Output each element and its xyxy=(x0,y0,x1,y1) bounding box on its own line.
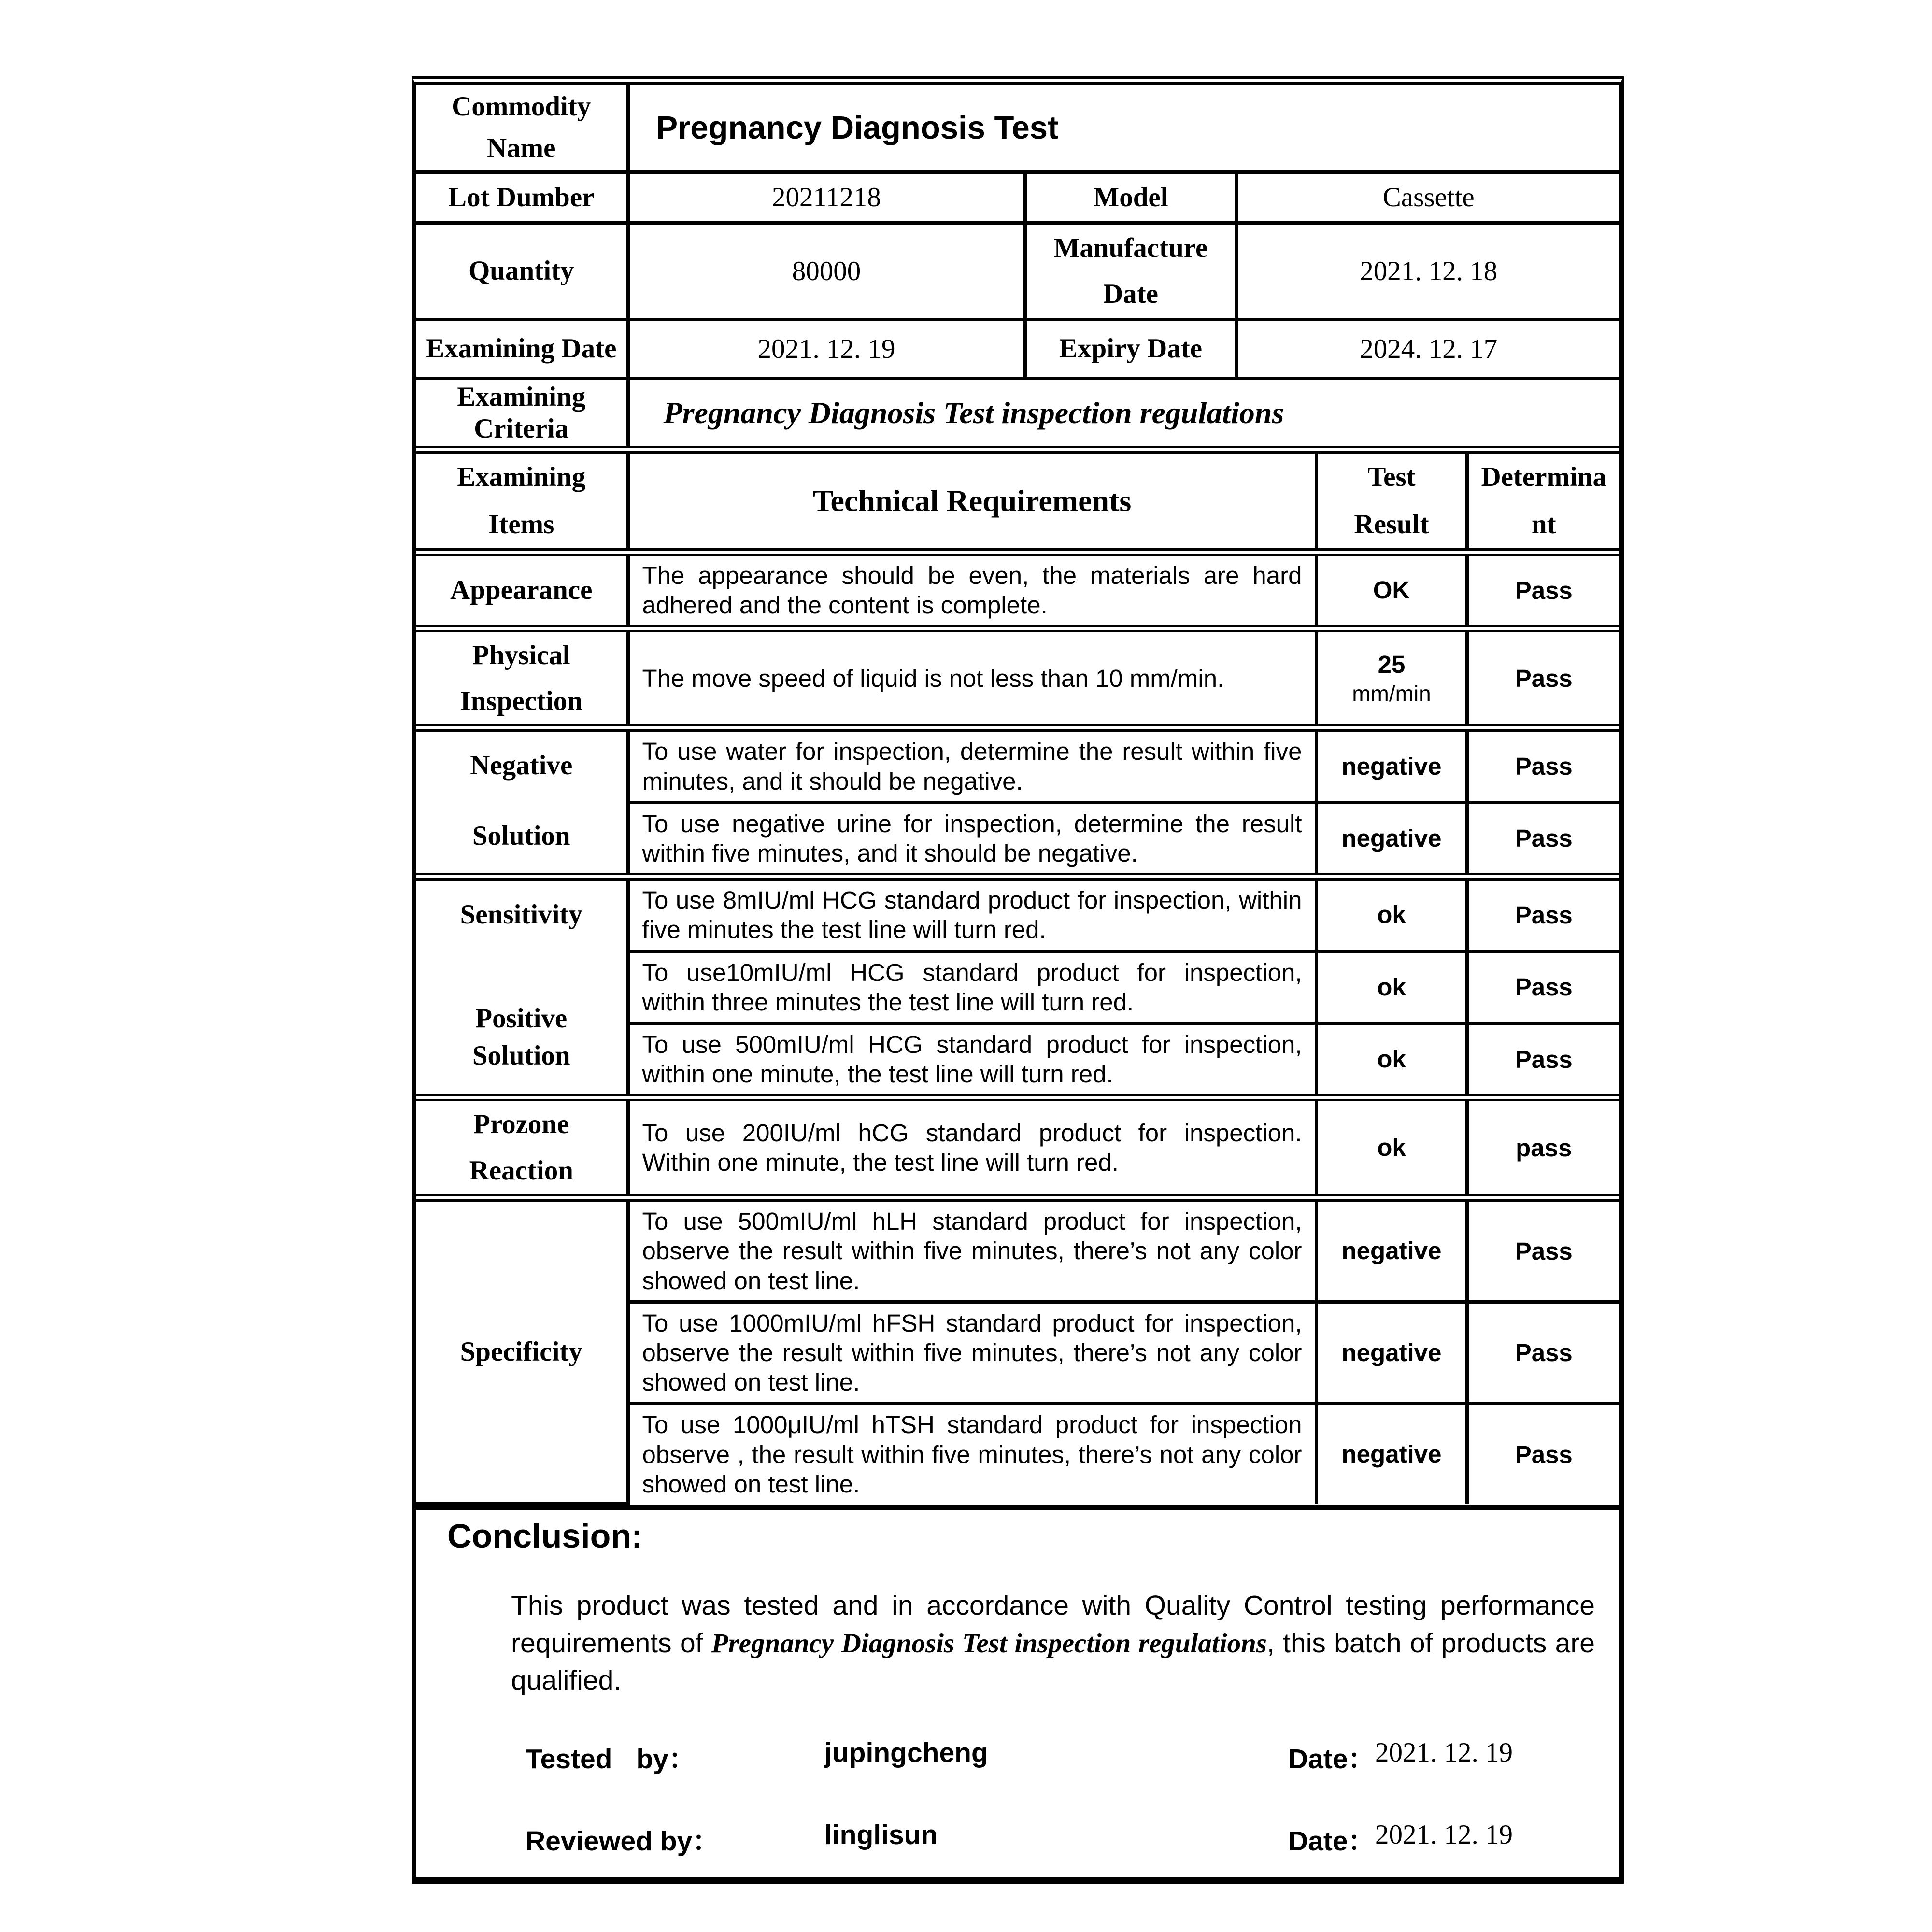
physical-inspection-label: Physical Inspection xyxy=(416,628,628,728)
reviewed-by-name: linglisun xyxy=(824,1819,938,1851)
prozone-reaction-determinant: pass xyxy=(1467,1097,1619,1198)
sensitivity-determinant-2: Pass xyxy=(1467,951,1619,1023)
conclusion-paragraph: This product was tested and in accordance with Quality Control testing performance requirements of Pregnancy Diagnosis Test inspection regulations, this batch of products are qualified. xyxy=(511,1590,1595,1696)
manufacture-date-value: 2021. 12. 18 xyxy=(1236,223,1619,319)
examining-expiry-row xyxy=(416,319,1619,378)
negative-solution-requirement-2: To use negative urine for inspection, determine the result within five minutes, and it should be negative. xyxy=(628,802,1316,877)
sensitivity-determinant-3: Pass xyxy=(1467,1023,1619,1097)
specificity-result-1: negative xyxy=(1316,1198,1467,1302)
physical-inspection-row xyxy=(416,628,1619,728)
test-results-table xyxy=(416,446,1619,1505)
tested-by-label: Tested by： xyxy=(526,1744,696,1775)
reviewed-by-row xyxy=(416,1819,1619,1858)
commodity-row xyxy=(416,85,1619,172)
commodity-name-value: Pregnancy Diagnosis Test xyxy=(628,85,1619,172)
determinant-header: Determina nt xyxy=(1467,450,1619,552)
conclusion-section xyxy=(416,1505,1619,1877)
technical-requirements-header: Technical Requirements xyxy=(628,450,1316,552)
prozone-reaction-requirement: To use 200IU/ml hCG standard product for inspection. Within one minute, the test line will turn red. xyxy=(628,1097,1316,1198)
negative-solution-determinant-1: Pass xyxy=(1467,728,1619,802)
negative-solution-result-1: negative xyxy=(1316,728,1467,802)
specificity-requirement-1: To use 500mIU/ml hLH standard product for inspection, observe the result within five minutes, there’s not any color showed on test line. xyxy=(628,1198,1316,1302)
sensitivity-result-1: ok xyxy=(1316,877,1467,951)
expiry-date-label: Expiry Date xyxy=(1025,319,1236,378)
sensitivity-requirement-1: To use 8mIU/ml HCG standard product for inspection, within five minutes the test line will turn red. xyxy=(628,877,1316,951)
prozone-reaction-result: ok xyxy=(1316,1097,1467,1198)
quantity-mfg-row xyxy=(416,223,1619,319)
specificity-determinant-3: Pass xyxy=(1467,1404,1619,1504)
lot-model-row xyxy=(416,172,1619,223)
quantity-value: 80000 xyxy=(628,223,1025,319)
negative-solution-requirement-1: To use water for inspection, determine the result within five minutes, and it should be negative. xyxy=(628,728,1316,802)
specificity-determinant-1: Pass xyxy=(1467,1198,1619,1302)
physical-inspection-result: 25 mm/min xyxy=(1316,628,1467,728)
appearance-result: OK xyxy=(1316,552,1467,628)
manufacture-date-label: Manufacture Date xyxy=(1025,223,1236,319)
tested-by-name: jupingcheng xyxy=(824,1737,988,1769)
examining-date-label: Examining Date xyxy=(416,319,628,378)
expiry-date-value: 2024. 12. 17 xyxy=(1236,319,1619,378)
reviewed-date-label: Date： xyxy=(1288,1826,1376,1857)
physical-inspection-determinant: Pass xyxy=(1467,628,1619,728)
lot-number-label: Lot Dumber xyxy=(416,172,628,223)
prozone-reaction-row xyxy=(416,1097,1619,1198)
examining-criteria-row xyxy=(416,378,1619,446)
specificity-row-1 xyxy=(416,1198,1619,1302)
sensitivity-result-3: ok xyxy=(1316,1023,1467,1097)
tested-date-value: 2021. 12. 19 xyxy=(1375,1737,1513,1768)
physical-inspection-requirement: The move speed of liquid is not less than 10 mm/min. xyxy=(628,628,1316,728)
product-info-table xyxy=(416,85,1619,446)
negative-solution-row-1 xyxy=(416,728,1619,802)
appearance-requirement: The appearance should be even, the materials are hard adhered and the content is complete. xyxy=(628,552,1316,628)
sensitivity-requirement-3: To use 500mIU/ml HCG standard product for inspection, within one minute, the test line will turn red. xyxy=(628,1023,1316,1097)
regulation-title-italic: Pregnancy Diagnosis Test inspection regulations xyxy=(711,1628,1267,1659)
appearance-row xyxy=(416,552,1619,628)
results-header-row xyxy=(416,450,1619,552)
model-value: Cassette xyxy=(1236,172,1619,223)
appearance-determinant: Pass xyxy=(1467,552,1619,628)
specificity-result-3: negative xyxy=(1316,1404,1467,1504)
conclusion-heading: Conclusion: xyxy=(447,1517,643,1555)
examining-criteria-value: Pregnancy Diagnosis Test inspection regulations xyxy=(628,378,1619,446)
negative-solution-determinant-2: Pass xyxy=(1467,802,1619,877)
specificity-requirement-3: To use 1000μIU/ml hTSH standard product for inspection observe , the result within five minutes, there’s not any color showed on test line. xyxy=(628,1404,1316,1504)
prozone-reaction-label: Prozone Reaction xyxy=(416,1097,628,1198)
model-label: Model xyxy=(1025,172,1236,223)
sensitivity-row-1 xyxy=(416,877,1619,951)
sensitivity-positive-solution-label: Sensitivity Positive Solution xyxy=(416,877,628,1097)
examining-criteria-label: Examining Criteria xyxy=(416,378,628,446)
specificity-result-2: negative xyxy=(1316,1302,1467,1404)
reviewed-date-value: 2021. 12. 19 xyxy=(1375,1819,1513,1850)
examining-date-value: 2021. 12. 19 xyxy=(628,319,1025,378)
sensitivity-requirement-2: To use10mIU/ml HCG standard product for inspection, within three minutes the test line will turn red. xyxy=(628,951,1316,1023)
tested-date-label: Date： xyxy=(1288,1744,1376,1775)
negative-solution-label: Negative Solution xyxy=(416,728,628,877)
sensitivity-determinant-1: Pass xyxy=(1467,877,1619,951)
examining-items-header: Examining Items xyxy=(416,450,628,552)
reviewed-by-label: Reviewed by： xyxy=(526,1826,720,1857)
inspection-report-document xyxy=(412,76,1624,1884)
lot-number-value: 20211218 xyxy=(628,172,1025,223)
quantity-label: Quantity xyxy=(416,223,628,319)
specificity-determinant-2: Pass xyxy=(1467,1302,1619,1404)
specificity-label: Specificity xyxy=(416,1198,628,1504)
commodity-name-label: Commodity Name xyxy=(416,85,628,172)
sensitivity-result-2: ok xyxy=(1316,951,1467,1023)
test-result-header: Test Result xyxy=(1316,450,1467,552)
appearance-label: Appearance xyxy=(416,552,628,628)
specificity-requirement-2: To use 1000mIU/ml hFSH standard product for inspection, observe the result within five minutes, there’s not any color showed on test line. xyxy=(628,1302,1316,1404)
tested-by-row xyxy=(416,1737,1619,1776)
negative-solution-result-2: negative xyxy=(1316,802,1467,877)
